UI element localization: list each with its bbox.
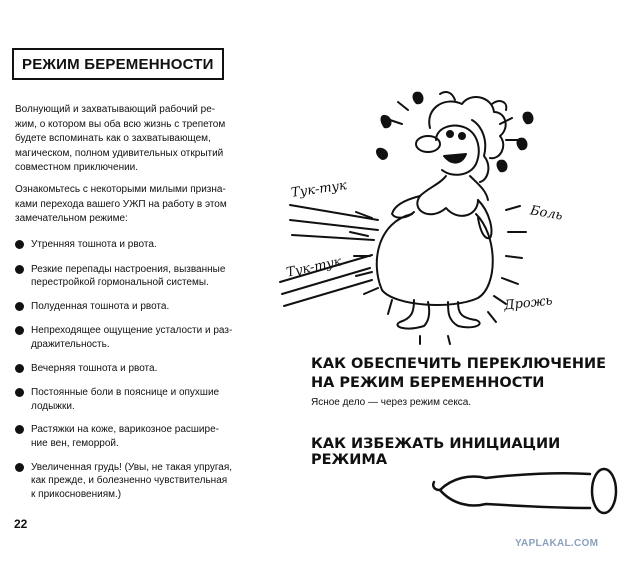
switch-heading xyxy=(311,355,606,393)
page-title: РЕЖИМ БЕРЕМЕННОСТИ xyxy=(12,48,224,80)
avoid-heading: КАК ИЗБЕЖАТЬ ИНИЦИАЦИИ РЕЖИМА xyxy=(311,436,561,468)
page-number: 22 xyxy=(14,517,28,531)
list-item-text: Утренняя тошнота и рвота. xyxy=(31,239,157,250)
lead-line: замечательном режиме: xyxy=(15,213,128,225)
tuk-label-bottom: Тук-тук xyxy=(285,254,343,281)
switch-heading-line: НА РЕЖИМ БЕРЕМЕННОСТИ xyxy=(311,375,545,391)
list-item-text: дражительность. xyxy=(31,338,110,350)
list-item-text: к прикосновениям.) xyxy=(31,488,122,500)
watermark: YAPLAKAL.COM xyxy=(515,538,599,549)
intro-line: жим, о котором вы оба всю жизнь с трепетом xyxy=(15,118,226,130)
list-item-text: ние вен, геморрой. xyxy=(31,437,119,449)
switch-heading-line: КАК ОБЕСПЕЧИТЬ ПЕРЕКЛЮЧЕНИЕ xyxy=(311,356,607,372)
pain-label: Боль xyxy=(528,203,564,224)
list-item-text: как прежде, и болезненно чувствительная xyxy=(31,475,228,487)
intro-line: будете вспоминать как о захватывающем, xyxy=(15,133,211,145)
list-item-text: Растяжки на коже, варикозное расшире- xyxy=(31,424,219,436)
intro-line: магическом, полном удивительных открытий xyxy=(15,147,224,159)
tremble-label: Дрожь xyxy=(503,293,554,314)
lead-line: ками перехода вашего УЖП на работу в этом xyxy=(15,198,227,210)
list-item-text: Непреходящее ощущение усталости и раз- xyxy=(31,325,233,337)
lead-line: Ознакомьтесь с некоторыми милыми призна- xyxy=(15,184,226,195)
list-item-text: Резкие перепады настроения, вызванные xyxy=(31,263,226,275)
intro-line: Волнующий и захватывающий рабочий ре- xyxy=(15,104,216,115)
list-item-text: перестройкой гормональной системы. xyxy=(31,277,209,289)
list-item-text: Увеличенная грудь! (Увы, не такая упругая, xyxy=(31,461,233,473)
list-item-text: Полуденная тошнота и рвота. xyxy=(31,300,170,312)
list-item-text: лодыжки. xyxy=(31,400,75,412)
switch-caption: Ясное дело — через режим секса. xyxy=(311,397,472,408)
tuk-label-top: Тук-тук xyxy=(290,178,348,201)
list-item-text: Постоянные боли в пояснице и опухшие xyxy=(31,387,220,399)
list-item-text: Вечерняя тошнота и рвота. xyxy=(31,362,158,374)
intro-line: совместном приключении. xyxy=(15,162,139,174)
